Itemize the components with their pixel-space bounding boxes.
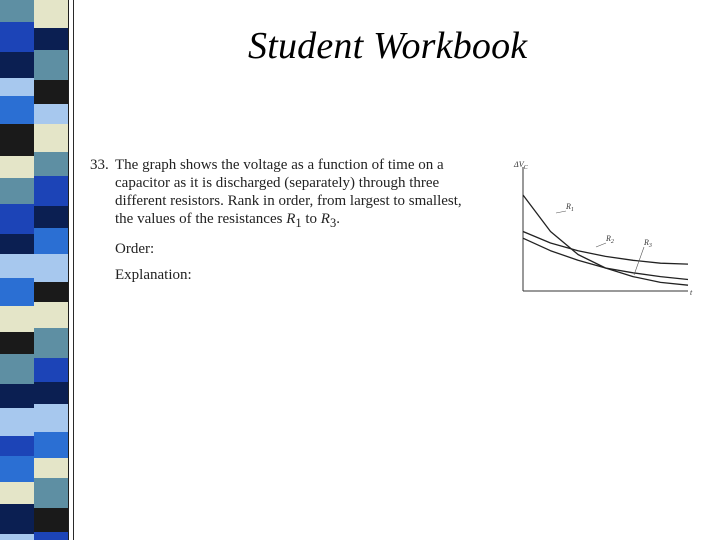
stripe-block	[34, 0, 68, 28]
stripe-column-left	[0, 0, 34, 540]
problem-number: 33.	[90, 157, 109, 173]
stripe-block	[34, 328, 68, 358]
stripe-block	[34, 28, 68, 50]
stripe-block	[34, 382, 68, 404]
graph-svg	[508, 155, 698, 300]
stripe-block	[34, 50, 68, 80]
stripe-block	[0, 408, 34, 436]
stripe-divider	[73, 0, 74, 540]
label-leader-line	[556, 211, 566, 213]
stripe-block	[0, 306, 34, 332]
order-label: Order:	[115, 241, 155, 257]
stripe-block	[0, 78, 34, 96]
stripe-block	[34, 302, 68, 328]
stripe-block	[0, 156, 34, 178]
explanation-label: Explanation:	[115, 267, 192, 283]
stripe-block	[0, 96, 34, 124]
decorative-stripe-bar	[0, 0, 86, 540]
stripe-block	[34, 228, 68, 254]
stripe-block	[34, 254, 68, 282]
stripe-block	[34, 80, 68, 104]
stripe-block	[0, 124, 34, 156]
stripe-block	[34, 152, 68, 176]
stripe-block	[0, 482, 34, 504]
problem-text: The graph shows the voltage as a function of time on a capacitor as it is discharged (separately) through three different resistors. Rank in order, from largest to smallest, the values of the resistances $R_1$ to $R_3$.	[115, 157, 462, 230]
stripe-block	[34, 478, 68, 508]
slide-title: Student Workbook	[248, 25, 528, 67]
curve-label-r2: $R_2$	[606, 234, 614, 245]
stripe-block	[0, 278, 34, 306]
stripe-block	[0, 0, 34, 22]
stripe-divider	[68, 0, 69, 540]
x-axis-label: t	[690, 288, 693, 297]
y-axis-label: $\Delta V_C$	[514, 160, 528, 171]
curve-label-r3: $R_3$	[644, 238, 652, 249]
stripe-block	[34, 282, 68, 302]
stripe-block	[34, 176, 68, 206]
stripe-block	[0, 456, 34, 482]
stripe-block	[0, 234, 34, 254]
stripe-block	[34, 124, 68, 152]
stripe-block	[0, 254, 34, 278]
stripe-block	[0, 534, 34, 540]
stripe-block	[34, 206, 68, 228]
stripe-block	[34, 432, 68, 458]
stripe-block	[34, 358, 68, 382]
stripe-block	[0, 178, 34, 204]
voltage-time-graph	[508, 155, 698, 300]
stripe-block	[34, 404, 68, 432]
stripe-block	[0, 22, 34, 52]
stripe-block	[34, 458, 68, 478]
stripe-block	[0, 354, 34, 384]
stripe-block	[0, 384, 34, 408]
stripe-block	[0, 52, 34, 78]
curve-r3	[523, 238, 688, 279]
label-leader-line	[596, 243, 606, 247]
stripe-block	[0, 332, 34, 354]
stripe-block	[0, 436, 34, 456]
stripe-block	[34, 532, 68, 540]
stripe-block	[0, 204, 34, 234]
stripe-column-right	[34, 0, 68, 540]
stripe-block	[34, 104, 68, 124]
stripe-block	[34, 508, 68, 532]
problem-block	[90, 156, 480, 284]
stripe-block	[0, 504, 34, 534]
curve-label-r1: $R_1$	[566, 202, 574, 213]
